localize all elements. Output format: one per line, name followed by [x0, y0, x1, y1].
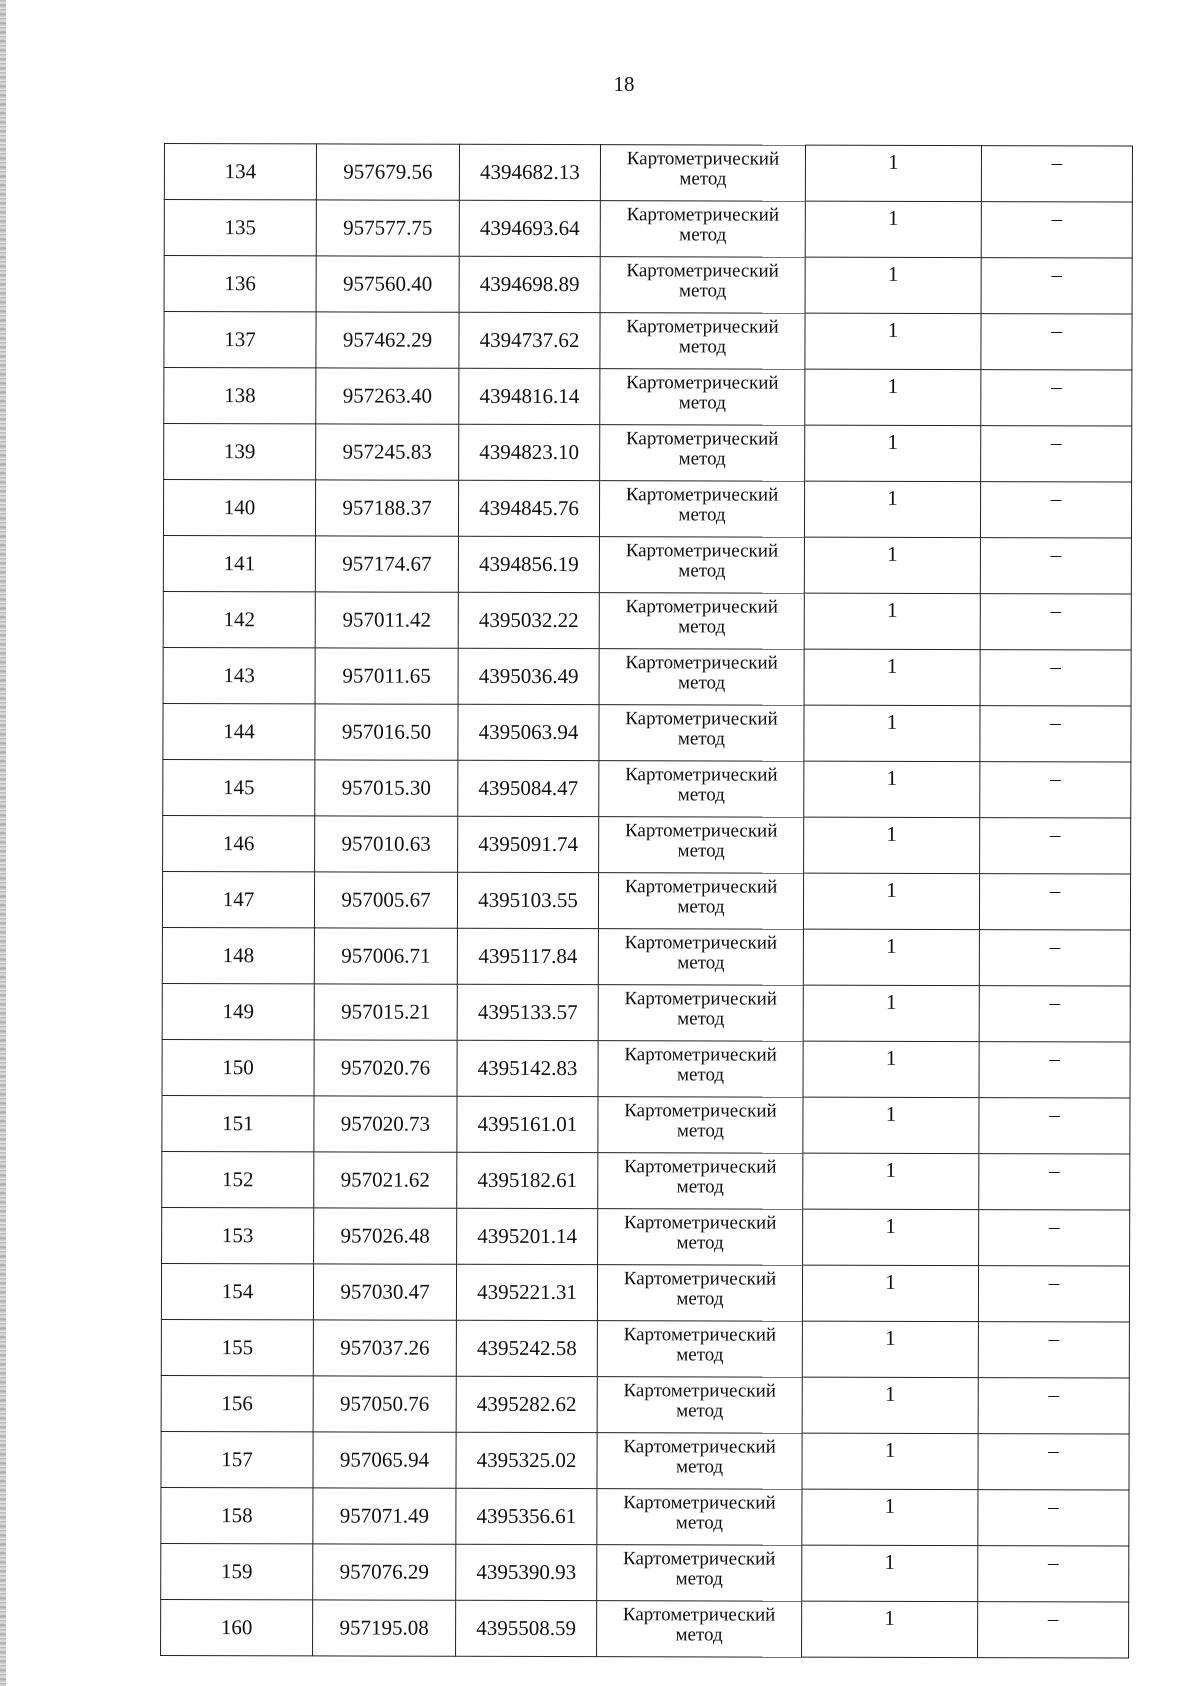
note-cell: –: [980, 650, 1131, 706]
method-line-1: Картометрический: [626, 316, 779, 338]
x-coordinate-cell: 957462.29: [316, 312, 459, 368]
note-cell: –: [980, 482, 1131, 538]
x-coordinate-cell: 957245.83: [316, 424, 459, 480]
point-number-cell: 152: [162, 1151, 314, 1207]
precision-cell: 1: [802, 1321, 978, 1377]
method-line-2: метод: [677, 784, 725, 806]
table-row: [164, 256, 1132, 315]
precision-cell: 1: [804, 593, 980, 649]
y-coordinate-cell: 4395356.61: [456, 1488, 597, 1544]
point-number-cell: 139: [164, 424, 316, 480]
method-line-1: Картометрический: [623, 1380, 776, 1402]
y-coordinate-cell: 4395142.83: [457, 1040, 598, 1096]
note-cell: –: [978, 1602, 1129, 1658]
method-cell: [598, 873, 803, 930]
table-row: [164, 312, 1132, 371]
table-row: [162, 1039, 1130, 1098]
y-coordinate-cell: 4394698.89: [459, 256, 600, 312]
point-number-cell: 147: [162, 871, 314, 927]
note-cell: –: [980, 818, 1131, 874]
y-coordinate-cell: 4395091.74: [458, 816, 599, 872]
point-number-cell: 149: [162, 983, 314, 1039]
precision-cell: 1: [802, 1265, 978, 1321]
method-line-1: Картометрический: [626, 372, 779, 394]
method-line-1: Картометрический: [625, 596, 779, 618]
point-number-cell: 141: [163, 535, 315, 591]
method-line-2: метод: [676, 1064, 725, 1086]
note-cell: –: [981, 370, 1132, 426]
method-line-2: метод: [679, 168, 727, 190]
method-cell: [600, 145, 805, 202]
method-cell: [597, 1265, 802, 1322]
y-coordinate-cell: 4395063.94: [458, 704, 599, 760]
x-coordinate-cell: 957195.08: [313, 1600, 456, 1656]
table-row: [164, 368, 1132, 427]
method-cell: [597, 1321, 802, 1378]
precision-cell: 1: [802, 1545, 978, 1601]
method-cell: [599, 761, 804, 818]
method-cell: [600, 257, 805, 314]
coordinates-table: [160, 143, 1133, 1659]
method-line-1: Картометрический: [626, 260, 779, 282]
method-line-2: метод: [675, 1568, 723, 1590]
table-row: [162, 983, 1130, 1042]
table-row: [164, 200, 1132, 259]
table-row: [163, 480, 1131, 539]
method-line-1: Картометрический: [623, 1268, 777, 1290]
precision-cell: 1: [805, 145, 981, 201]
y-coordinate-cell: 4394737.62: [459, 312, 600, 368]
x-coordinate-cell: 957577.75: [316, 200, 459, 256]
method-line-1: Картометрический: [625, 764, 778, 786]
table-row: [163, 535, 1131, 594]
y-coordinate-cell: 4395282.62: [456, 1376, 597, 1432]
method-line-2: метод: [675, 1512, 723, 1534]
method-cell: [599, 593, 804, 650]
precision-cell: 1: [802, 1377, 978, 1433]
table-row: [162, 1151, 1130, 1210]
precision-cell: 1: [802, 1433, 978, 1489]
x-coordinate-cell: 957071.49: [313, 1488, 456, 1544]
precision-cell: 1: [803, 929, 979, 985]
method-line-2: метод: [678, 560, 726, 582]
method-line-2: метод: [675, 1456, 724, 1478]
x-coordinate-cell: 957016.50: [315, 704, 458, 760]
point-number-cell: 159: [161, 1543, 313, 1599]
point-number-cell: 135: [164, 200, 316, 256]
method-line-2: метод: [676, 1288, 724, 1310]
point-number-cell: 134: [164, 144, 316, 200]
note-cell: –: [980, 706, 1131, 762]
method-line-1: Картометрический: [625, 484, 779, 506]
method-cell: [600, 201, 805, 258]
note-cell: –: [981, 202, 1132, 258]
y-coordinate-cell: 4394856.19: [458, 536, 599, 592]
table-row: [161, 1431, 1129, 1490]
note-cell: –: [980, 594, 1131, 650]
method-cell: [597, 1489, 802, 1546]
x-coordinate-cell: 957010.63: [315, 816, 458, 872]
precision-cell: 1: [805, 425, 981, 481]
precision-cell: 1: [803, 985, 979, 1041]
x-coordinate-cell: 957560.40: [316, 256, 459, 312]
method-cell: [598, 1153, 803, 1210]
point-number-cell: 146: [163, 815, 315, 871]
precision-cell: 1: [805, 257, 981, 313]
point-number-cell: 154: [161, 1263, 313, 1319]
method-line-2: метод: [676, 1344, 724, 1366]
table-row: [163, 703, 1131, 762]
table-row: [164, 424, 1132, 483]
note-cell: –: [981, 314, 1132, 370]
method-line-1: Картометрический: [624, 876, 778, 898]
method-line-1: Картометрический: [626, 148, 780, 170]
method-line-2: метод: [678, 336, 727, 358]
point-number-cell: 138: [164, 368, 316, 424]
point-number-cell: 156: [161, 1375, 313, 1431]
method-line-1: Картометрический: [623, 1324, 777, 1346]
point-number-cell: 140: [163, 480, 315, 536]
note-cell: –: [978, 1378, 1129, 1434]
note-cell: –: [981, 426, 1132, 482]
precision-cell: 1: [803, 1097, 979, 1153]
method-cell: [599, 817, 804, 874]
method-cell: [599, 481, 804, 538]
note-cell: –: [978, 1266, 1129, 1322]
point-number-cell: 155: [161, 1319, 313, 1375]
point-number-cell: 157: [161, 1431, 313, 1487]
point-number-cell: 151: [162, 1095, 314, 1151]
method-line-1: Картометрический: [624, 1156, 777, 1178]
table-row: [163, 815, 1131, 874]
note-cell: –: [978, 1322, 1129, 1378]
method-cell: [598, 1097, 803, 1154]
precision-cell: 1: [802, 1489, 978, 1545]
coordinates-table-body: [161, 144, 1133, 1659]
y-coordinate-cell: 4395242.58: [456, 1320, 597, 1376]
precision-cell: 1: [803, 1041, 979, 1097]
y-coordinate-cell: 4395201.14: [457, 1208, 598, 1264]
y-coordinate-cell: 4394682.13: [459, 144, 600, 200]
y-coordinate-cell: 4394845.76: [458, 480, 599, 536]
method-line-2: метод: [678, 504, 726, 526]
point-number-cell: 153: [162, 1207, 314, 1263]
precision-cell: 1: [805, 201, 981, 257]
table-row: [161, 1599, 1129, 1658]
x-coordinate-cell: 957076.29: [313, 1544, 456, 1600]
method-cell: [597, 1377, 802, 1434]
precision-cell: 1: [804, 761, 980, 817]
point-number-cell: 144: [163, 703, 315, 759]
table-row: [162, 1095, 1130, 1154]
note-cell: –: [981, 258, 1132, 314]
point-number-cell: 136: [164, 256, 316, 312]
y-coordinate-cell: 4395161.01: [457, 1096, 598, 1152]
table-row: [163, 647, 1131, 706]
x-coordinate-cell: 957015.30: [315, 760, 458, 816]
method-line-2: метод: [676, 1120, 725, 1142]
y-coordinate-cell: 4394816.14: [459, 368, 600, 424]
method-line-1: Картометрический: [623, 1436, 776, 1458]
x-coordinate-cell: 957679.56: [316, 144, 459, 200]
point-number-cell: 150: [162, 1039, 314, 1095]
table-row: [161, 1375, 1129, 1434]
method-line-1: Картометрический: [622, 1604, 776, 1626]
x-coordinate-cell: 957050.76: [313, 1376, 456, 1432]
x-coordinate-cell: 957026.48: [314, 1208, 457, 1264]
note-cell: –: [979, 930, 1130, 986]
precision-cell: 1: [804, 481, 980, 537]
table-row: [162, 1207, 1130, 1266]
scan-edge: [0, 0, 6, 1686]
x-coordinate-cell: 957188.37: [315, 480, 458, 536]
note-cell: –: [978, 1434, 1129, 1490]
method-line-2: метод: [675, 1624, 723, 1646]
method-line-1: Картометрический: [623, 1492, 776, 1514]
note-cell: –: [979, 1098, 1130, 1154]
method-line-2: метод: [677, 728, 726, 750]
method-cell: [600, 425, 805, 482]
x-coordinate-cell: 957021.62: [314, 1152, 457, 1208]
table-row: [164, 144, 1132, 203]
x-coordinate-cell: 957030.47: [313, 1264, 456, 1320]
method-line-2: метод: [679, 224, 727, 246]
x-coordinate-cell: 957263.40: [316, 368, 459, 424]
x-coordinate-cell: 957011.42: [315, 592, 458, 648]
precision-cell: 1: [802, 1601, 978, 1657]
method-cell: [600, 313, 805, 370]
method-line-1: Картометрический: [623, 1212, 777, 1234]
x-coordinate-cell: 957065.94: [313, 1432, 456, 1488]
method-line-2: метод: [676, 1232, 724, 1254]
method-line-1: Картометрический: [626, 204, 780, 226]
precision-cell: 1: [804, 649, 980, 705]
x-coordinate-cell: 957020.76: [314, 1040, 457, 1096]
method-line-1: Картометрический: [624, 1100, 777, 1122]
x-coordinate-cell: 957174.67: [315, 536, 458, 592]
table-row: [161, 1543, 1129, 1602]
note-cell: –: [979, 1210, 1130, 1266]
method-line-2: метод: [677, 840, 725, 862]
x-coordinate-cell: 957037.26: [313, 1320, 456, 1376]
precision-cell: 1: [803, 1209, 979, 1265]
table-row: [163, 591, 1131, 650]
table-row: [162, 871, 1130, 930]
note-cell: –: [979, 1042, 1130, 1098]
method-line-2: метод: [679, 280, 727, 302]
method-line-1: Картометрический: [624, 932, 778, 954]
y-coordinate-cell: 4395036.49: [458, 648, 599, 704]
method-line-2: метод: [677, 952, 725, 974]
x-coordinate-cell: 957011.65: [315, 648, 458, 704]
x-coordinate-cell: 957006.71: [314, 928, 457, 984]
x-coordinate-cell: 957020.73: [314, 1096, 457, 1152]
method-cell: [598, 929, 803, 986]
precision-cell: 1: [804, 817, 980, 873]
method-line-2: метод: [677, 896, 725, 918]
method-line-1: Картометрический: [624, 988, 777, 1010]
method-cell: [599, 537, 804, 594]
note-cell: –: [978, 1490, 1129, 1546]
y-coordinate-cell: 4395117.84: [457, 928, 598, 984]
note-cell: –: [980, 762, 1131, 818]
method-line-2: метод: [678, 448, 726, 470]
table-row: [161, 1487, 1129, 1546]
point-number-cell: 158: [161, 1487, 313, 1543]
y-coordinate-cell: 4395325.02: [456, 1432, 597, 1488]
x-coordinate-cell: 957005.67: [314, 872, 457, 928]
note-cell: –: [980, 538, 1131, 594]
method-line-2: метод: [678, 616, 726, 638]
method-line-1: Картометрический: [625, 540, 779, 562]
y-coordinate-cell: 4395133.57: [457, 984, 598, 1040]
precision-cell: 1: [803, 1153, 979, 1209]
point-number-cell: 143: [163, 647, 315, 703]
method-line-1: Картометрический: [624, 1044, 777, 1066]
method-cell: [598, 1209, 803, 1266]
method-cell: [598, 1041, 803, 1098]
method-cell: [597, 1601, 802, 1658]
method-line-1: Картометрический: [625, 708, 778, 730]
precision-cell: 1: [803, 873, 979, 929]
y-coordinate-cell: 4395103.55: [457, 872, 598, 928]
method-line-2: метод: [676, 1400, 724, 1422]
method-line-2: метод: [678, 392, 726, 414]
y-coordinate-cell: 4394693.64: [459, 200, 600, 256]
y-coordinate-cell: 4395390.93: [456, 1544, 597, 1600]
table-row: [162, 927, 1130, 986]
method-line-1: Картометрический: [623, 1548, 776, 1570]
table-row: [163, 759, 1131, 818]
method-cell: [598, 985, 803, 1042]
page-number: 18: [613, 72, 635, 96]
precision-cell: 1: [804, 537, 980, 593]
precision-cell: 1: [805, 369, 981, 425]
method-cell: [597, 1545, 802, 1602]
method-cell: [599, 649, 804, 706]
method-line-1: Картометрический: [625, 428, 779, 450]
y-coordinate-cell: 4395508.59: [456, 1600, 597, 1656]
y-coordinate-cell: 4395084.47: [458, 760, 599, 816]
method-line-2: метод: [676, 1176, 724, 1198]
note-cell: –: [979, 874, 1130, 930]
note-cell: –: [979, 986, 1130, 1042]
point-number-cell: 142: [163, 591, 315, 647]
precision-cell: 1: [805, 313, 981, 369]
table-row: [161, 1319, 1129, 1378]
precision-cell: 1: [804, 705, 980, 761]
method-line-1: Картометрический: [624, 820, 778, 842]
table-row: [161, 1263, 1129, 1322]
note-cell: –: [979, 1154, 1130, 1210]
method-line-2: метод: [677, 1008, 725, 1030]
method-cell: [600, 369, 805, 426]
method-line-2: метод: [677, 672, 726, 694]
y-coordinate-cell: 4395032.22: [458, 592, 599, 648]
method-line-1: Картометрический: [625, 652, 778, 674]
x-coordinate-cell: 957015.21: [314, 984, 457, 1040]
method-cell: [597, 1433, 802, 1490]
y-coordinate-cell: 4394823.10: [459, 424, 600, 480]
point-number-cell: 137: [164, 312, 316, 368]
point-number-cell: 160: [161, 1599, 313, 1655]
method-cell: [599, 705, 804, 762]
y-coordinate-cell: 4395221.31: [456, 1264, 597, 1320]
y-coordinate-cell: 4395182.61: [457, 1152, 598, 1208]
note-cell: –: [981, 146, 1132, 202]
note-cell: –: [978, 1546, 1129, 1602]
point-number-cell: 145: [163, 759, 315, 815]
point-number-cell: 148: [162, 927, 314, 983]
